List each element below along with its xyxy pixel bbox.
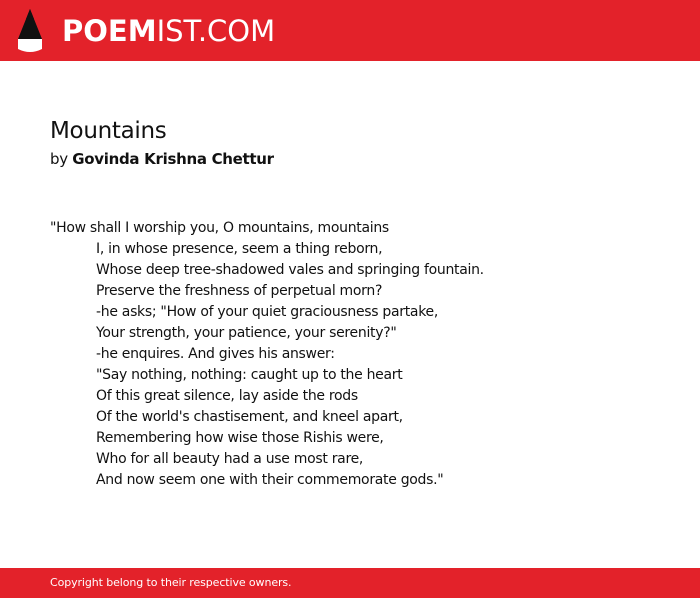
- poem-line: I, in whose presence, seem a thing reborn,: [96, 241, 383, 257]
- site-logo[interactable]: [62, 12, 275, 50]
- poem-line: Your strength, your patience, your serenity?": [96, 325, 397, 341]
- poem-line: Whose deep tree-shadowed vales and springing fountain.: [96, 262, 484, 278]
- poem-line: -he asks; "How of your quiet graciousness partake,: [96, 304, 438, 320]
- poem-line: "How shall I worship you, O mountains, mountains: [50, 220, 389, 236]
- copyright-text: Copyright belong to their respective owners.: [50, 576, 292, 589]
- site-header: [0, 0, 700, 61]
- poem-byline: [50, 149, 274, 169]
- logo-bold-text: POEM: [62, 14, 157, 48]
- poem-line: Of this great silence, lay aside the rods: [96, 388, 358, 404]
- pencil-tip-icon[interactable]: [16, 9, 44, 53]
- poem-line: Who for all beauty had a use most rare,: [96, 451, 364, 467]
- logo-light-text: IST.COM: [156, 14, 276, 48]
- by-label: by: [50, 150, 68, 168]
- poem-line: Remembering how wise those Rishis were,: [96, 430, 384, 446]
- site-footer: [0, 568, 700, 598]
- poem-body: [50, 218, 670, 491]
- poem-line: Of the world's chastisement, and kneel apart,: [96, 409, 403, 425]
- poem-line: -he enquires. And gives his answer:: [96, 346, 335, 362]
- poem-line: "Say nothing, nothing: caught up to the heart: [96, 367, 403, 383]
- poem-title: Mountains: [50, 118, 167, 144]
- poem-author[interactable]: Govinda Krishna Chettur: [72, 150, 274, 168]
- poem-line: Preserve the freshness of perpetual morn?: [96, 283, 383, 299]
- poem-line: And now seem one with their commemorate gods.": [96, 472, 444, 488]
